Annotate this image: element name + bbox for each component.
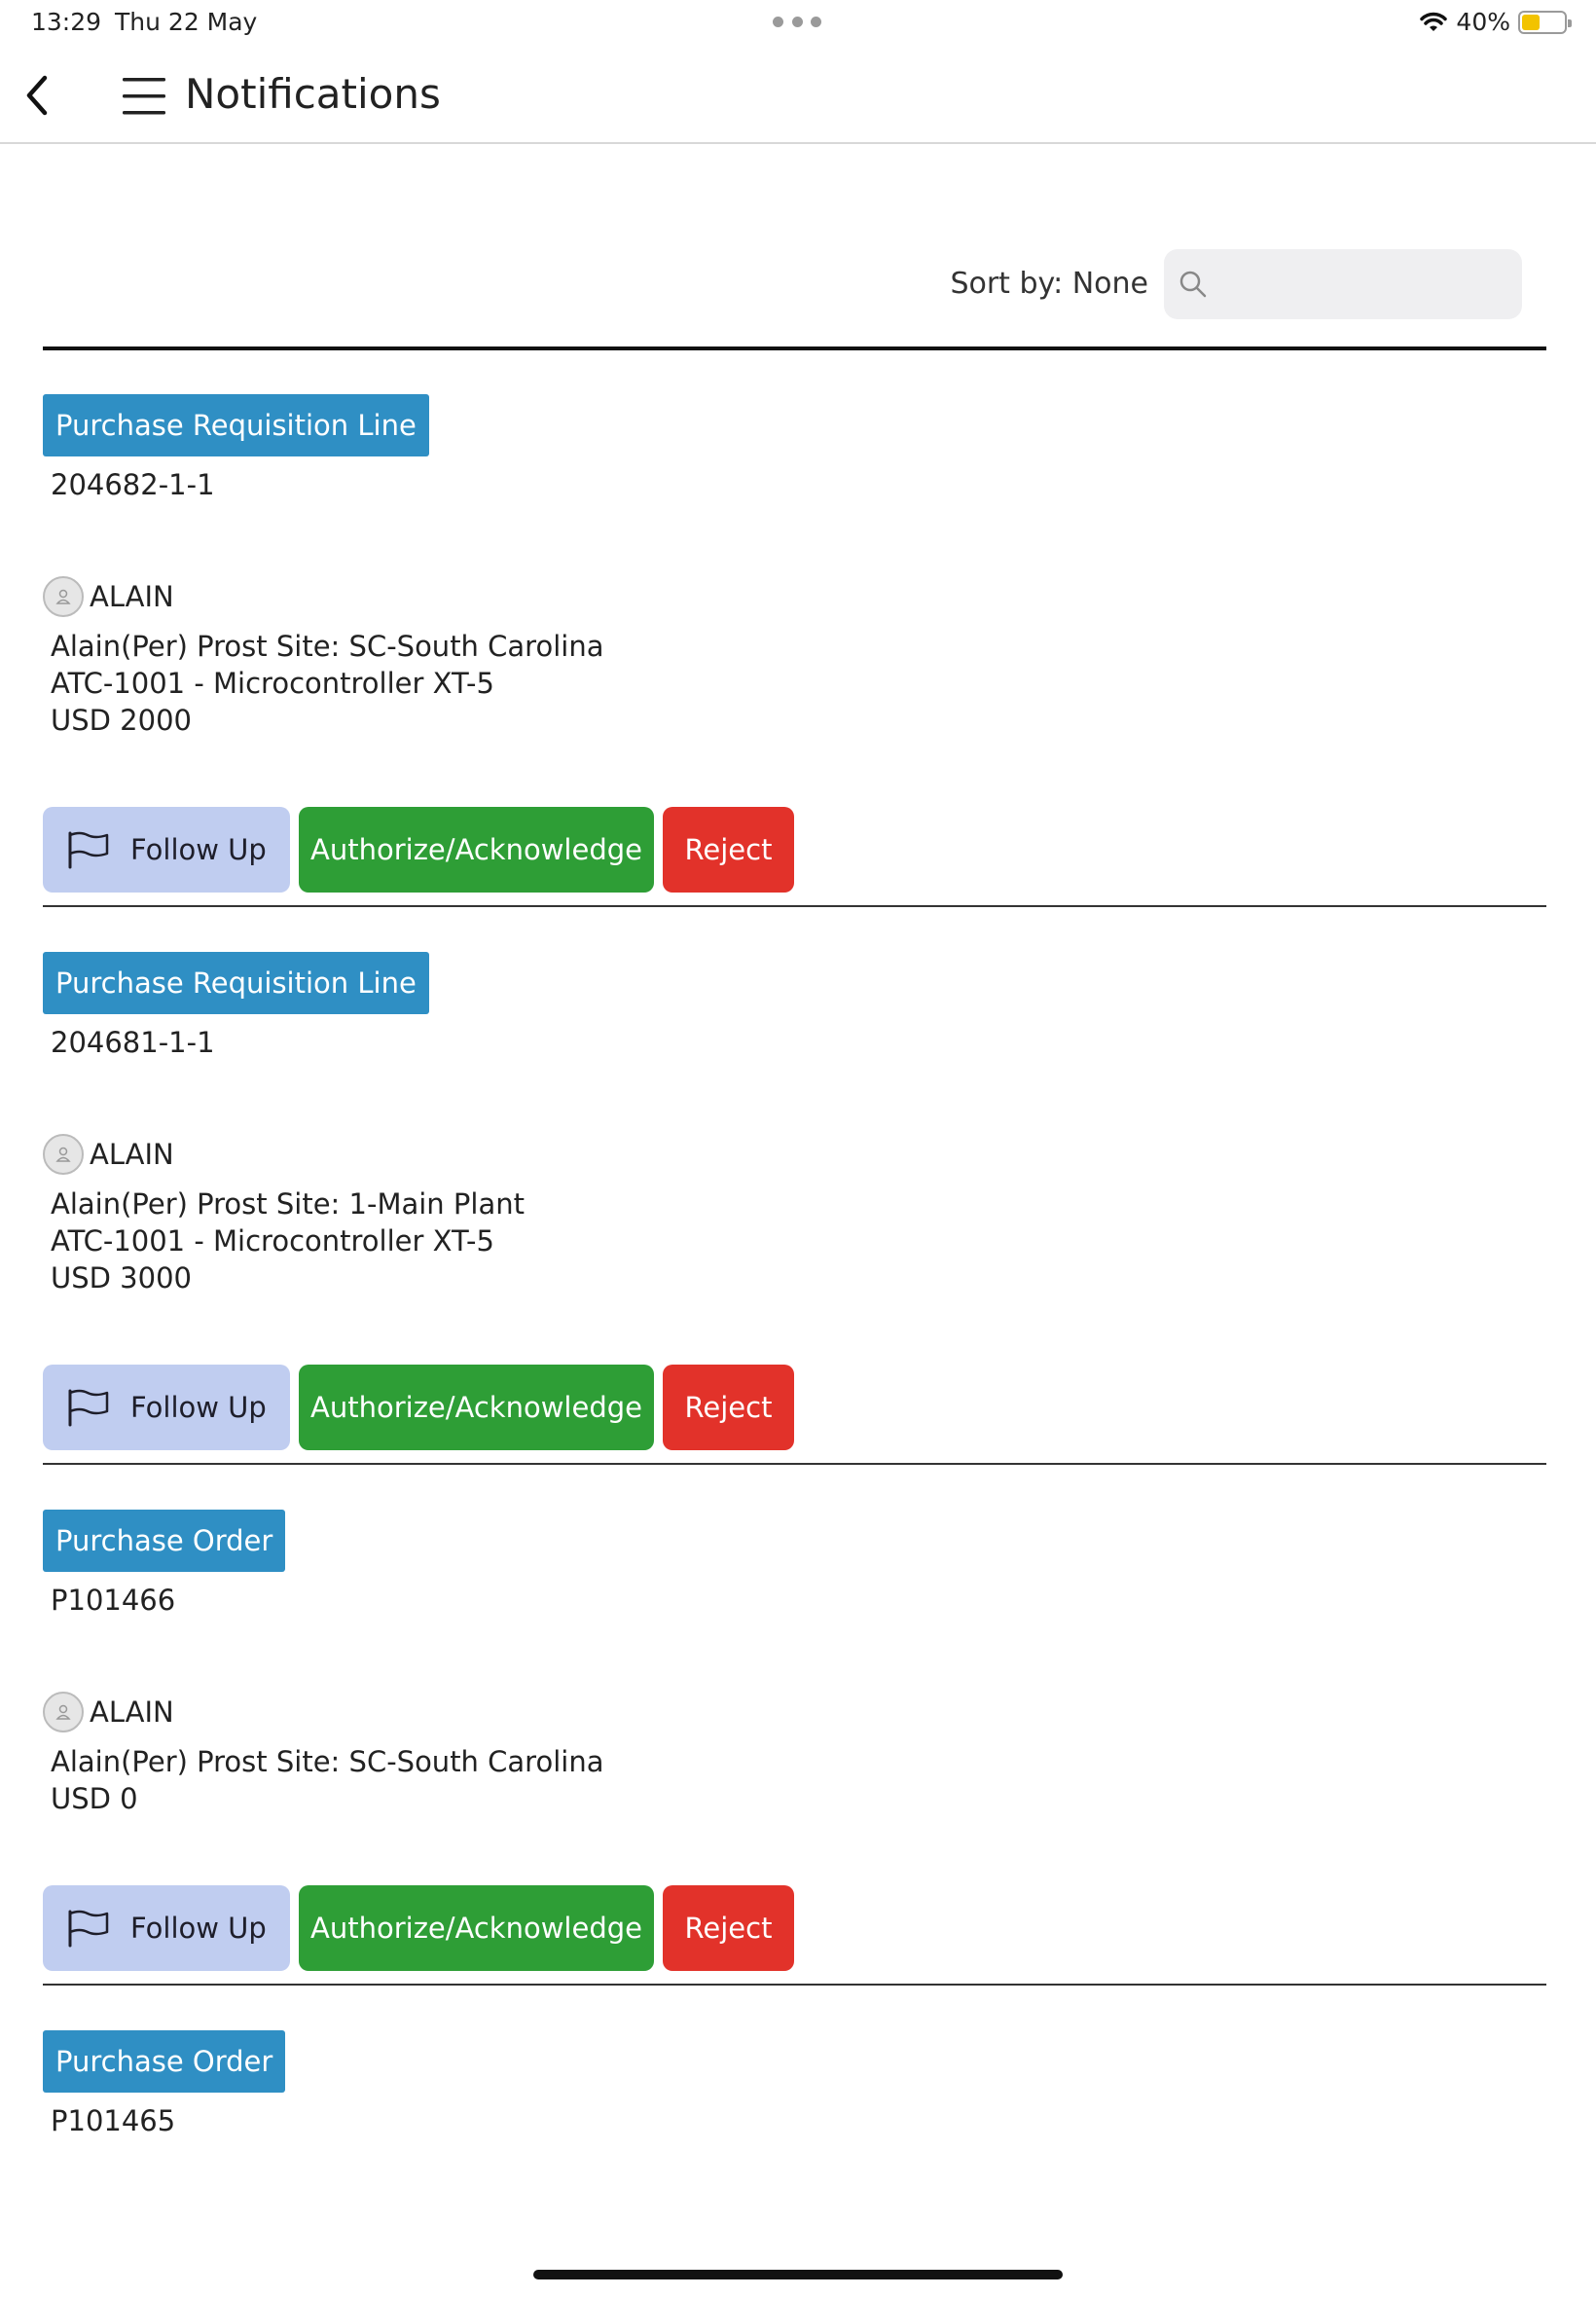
- flag-icon: [66, 1388, 111, 1427]
- person-icon: [54, 1145, 73, 1164]
- toolbar: [0, 247, 1596, 321]
- back-button[interactable]: [19, 68, 58, 123]
- follow-up-label: Follow Up: [130, 1912, 267, 1945]
- user-name: ALAIN: [90, 1138, 174, 1171]
- nav-bar: [0, 47, 1596, 144]
- notification-reference: P101466: [51, 1584, 176, 1617]
- search-input[interactable]: [1218, 249, 1510, 319]
- user-row: [43, 1133, 174, 1176]
- page-title: Notifications: [185, 70, 441, 118]
- action-buttons: [43, 1885, 794, 1971]
- authorize-acknowledge-button[interactable]: Authorize/Acknowledge: [299, 1885, 654, 1971]
- detail-line: ATC-1001 - Microcontroller XT-5: [51, 667, 494, 700]
- avatar: [43, 1134, 84, 1175]
- detail-line: USD 2000: [51, 704, 192, 737]
- hamburger-menu-button[interactable]: [119, 74, 173, 119]
- notification-reference: P101465: [51, 2104, 176, 2137]
- card-divider: [43, 905, 1546, 907]
- reject-button[interactable]: Reject: [663, 1885, 794, 1971]
- authorize-acknowledge-button[interactable]: Authorize/Acknowledge: [299, 1365, 654, 1450]
- hamburger-menu-icon: [119, 74, 173, 119]
- notification-reference: 204681-1-1: [51, 1026, 215, 1059]
- notification-reference: 204682-1-1: [51, 468, 215, 501]
- user-row: [43, 575, 174, 618]
- home-indicator[interactable]: [533, 2270, 1063, 2279]
- status-right: [1419, 8, 1567, 36]
- card-divider: [43, 1984, 1546, 1986]
- wifi-icon: [1419, 11, 1448, 34]
- status-time: 13:29: [31, 8, 102, 36]
- avatar: [43, 576, 84, 617]
- reject-button[interactable]: Reject: [663, 1365, 794, 1450]
- person-icon: [54, 587, 73, 606]
- battery-percent: 40%: [1456, 8, 1510, 36]
- detail-line: Alain(Per) Prost Site: 1-Main Plant: [51, 1187, 525, 1221]
- follow-up-button[interactable]: [43, 807, 290, 893]
- card-divider: [43, 1463, 1546, 1465]
- status-bar: [0, 0, 1596, 47]
- sort-by-control[interactable]: Sort by: None: [950, 267, 1148, 301]
- user-name: ALAIN: [90, 580, 174, 613]
- flag-icon: [66, 1909, 111, 1948]
- reject-button[interactable]: Reject: [663, 807, 794, 893]
- detail-line: Alain(Per) Prost Site: SC-South Carolina: [51, 1745, 604, 1778]
- user-row: [43, 1691, 174, 1733]
- flag-icon: [66, 830, 111, 869]
- chevron-left-icon: [19, 68, 58, 123]
- header-divider: [43, 346, 1546, 350]
- notification-details: [51, 1185, 525, 1296]
- detail-line: Alain(Per) Prost Site: SC-South Carolina: [51, 630, 604, 663]
- detail-line: ATC-1001 - Microcontroller XT-5: [51, 1224, 494, 1258]
- status-date: Thu 22 May: [115, 8, 258, 36]
- multitasking-dots-icon[interactable]: [773, 17, 821, 26]
- follow-up-label: Follow Up: [130, 1391, 267, 1424]
- follow-up-button[interactable]: [43, 1885, 290, 1971]
- action-buttons: [43, 1365, 794, 1450]
- avatar: [43, 1692, 84, 1732]
- action-buttons: [43, 807, 794, 893]
- notification-type-badge[interactable]: Purchase Requisition Line: [43, 394, 429, 456]
- battery-icon: [1518, 11, 1567, 34]
- notification-type-badge[interactable]: Purchase Requisition Line: [43, 952, 429, 1014]
- search-icon: [1178, 269, 1209, 300]
- notification-details: [51, 1743, 603, 1817]
- search-box[interactable]: [1164, 249, 1522, 319]
- detail-line: USD 3000: [51, 1261, 192, 1294]
- person-icon: [54, 1702, 73, 1722]
- user-name: ALAIN: [90, 1695, 174, 1729]
- authorize-acknowledge-button[interactable]: Authorize/Acknowledge: [299, 807, 654, 893]
- follow-up-button[interactable]: [43, 1365, 290, 1450]
- detail-line: USD 0: [51, 1782, 138, 1815]
- notification-type-badge[interactable]: Purchase Order: [43, 2030, 285, 2093]
- notification-type-badge[interactable]: Purchase Order: [43, 1510, 285, 1572]
- notification-details: [51, 628, 603, 739]
- follow-up-label: Follow Up: [130, 833, 267, 866]
